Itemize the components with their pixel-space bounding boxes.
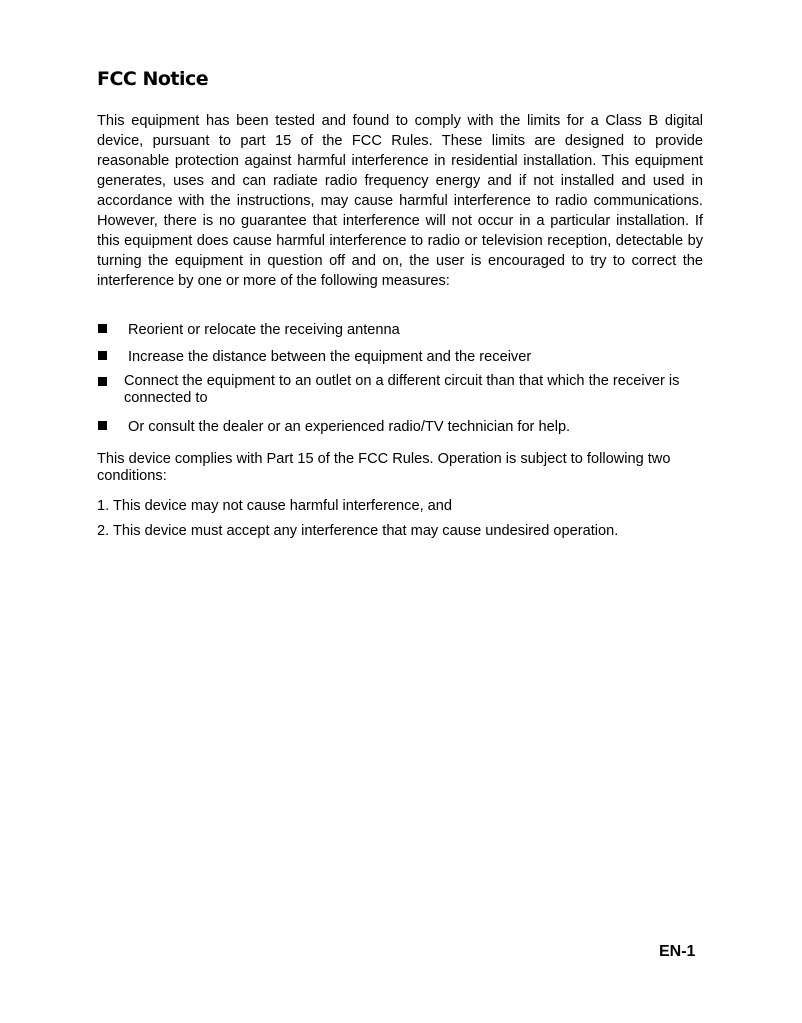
condition-2: 2. This device must accept any interference that may cause undesired operation. <box>97 523 619 539</box>
page-number: EN-1 <box>659 943 696 960</box>
square-bullet-icon <box>98 351 107 360</box>
list-item <box>97 320 707 347</box>
square-bullet-icon <box>98 421 107 430</box>
list-item-text: Increase the distance between the equipment and the receiver <box>128 349 532 365</box>
fcc-compliance-paragraph: This equipment has been tested and found to comply with the limits for a Class B digital device, pursuant to part 15 of the FCC Rules. These limits are designed to provide reasonable protection against harmful interference in residential installation. This equipment generates, uses and can radiate radio frequency energy and if not installed and used in accordance with the instructions, may cause harmful interference to radio communications. However, there is no guarantee that interference will not occur in a particular installation. If this equipment does cause harmful interference to radio or television reception, detectable by turning the equipment in question off and on, the user is encouraged to try to correct the interference by one or more of the following measures: <box>97 113 703 289</box>
condition-1: 1. This device may not cause harmful interference, and <box>97 498 453 514</box>
list-item-text: Connect the equipment to an outlet on a different circuit than that which the receiver is connected to <box>124 373 680 406</box>
square-bullet-icon <box>98 324 107 333</box>
list-item <box>97 417 707 437</box>
list-item-text: Reorient or relocate the receiving antenna <box>128 322 400 338</box>
part15-paragraph: This device complies with Part 15 of the FCC Rules. Operation is subject to following two conditions: <box>97 451 671 484</box>
measures-list <box>97 320 707 437</box>
square-bullet-icon <box>98 377 107 386</box>
list-item <box>97 347 707 368</box>
page-title: FCC Notice <box>97 68 209 90</box>
list-item <box>97 373 707 417</box>
list-item-text: Or consult the dealer or an experienced radio/TV technician for help. <box>128 419 571 435</box>
